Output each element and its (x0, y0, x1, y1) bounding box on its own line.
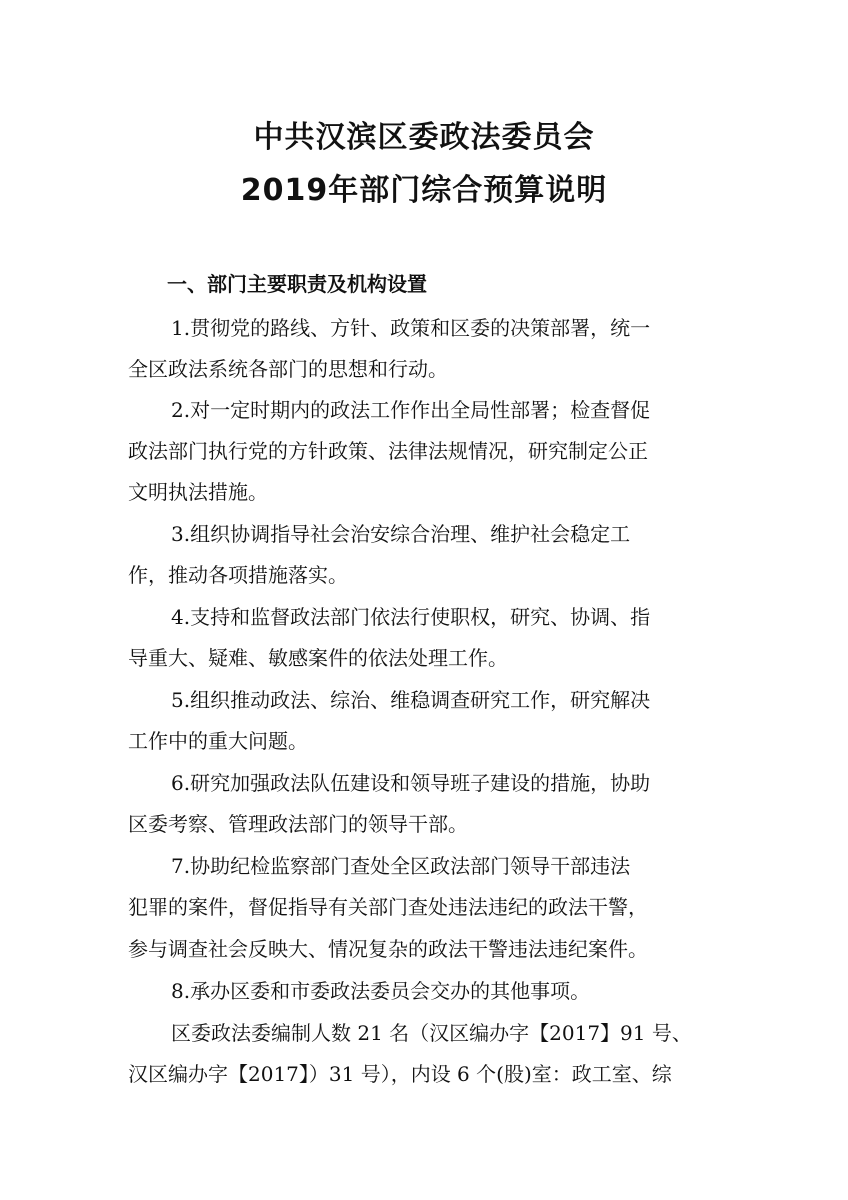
paragraph-line: 7.协助纪检监察部门查处全区政法部门领导干部违法 (171, 854, 631, 878)
paragraph-line: 2.对一定时期内的政法工作作出全局性部署；检查督促 (171, 398, 651, 422)
paragraph-line: 6.研究加强政法队伍建设和领导班子建设的措施，协助 (171, 771, 651, 795)
document-title: 中共汉滨区委政法委员会 (253, 120, 595, 155)
document-subtitle: 2019年部门综合预算说明 (240, 173, 608, 208)
paragraph-line: 犯罪的案件，督促指导有关部门查处违法违纪的政法干警， (128, 895, 648, 919)
paragraph-line: 区委政法委编制人数 21 名（汉区编办字【2017】91 号、 (171, 1021, 692, 1045)
paragraph-line: 4.支持和监督政法部门依法行使职权，研究、协调、指 (171, 605, 651, 629)
paragraph-line: 汉区编办字【2017】）31 号），内设 6 个(股)室：政工室、综 (128, 1062, 672, 1086)
paragraph-line: 工作中的重大问题。 (128, 729, 308, 753)
paragraph-line: 5.组织推动政法、综治、维稳调查研究工作，研究解决 (171, 688, 651, 712)
paragraph-line: 作，推动各项措施落实。 (128, 563, 348, 587)
paragraph-line: 文明执法措施。 (128, 480, 268, 504)
paragraph-line: 8.承办区委和市委政法委员会交办的其他事项。 (171, 979, 591, 1003)
paragraph-line: 1.贯彻党的路线、方针、政策和区委的决策部署，统一 (171, 316, 651, 340)
section-heading: 一、部门主要职责及机构设置 (167, 272, 427, 296)
paragraph-line: 区委考察、管理政法部门的领导干部。 (128, 812, 468, 836)
paragraph-line: 政法部门执行党的方针政策、法律法规情况，研究制定公正 (128, 439, 648, 463)
paragraph-line: 全区政法系统各部门的思想和行动。 (128, 357, 448, 381)
paragraph-line: 3.组织协调指导社会治安综合治理、维护社会稳定工 (171, 522, 631, 546)
paragraph-line: 参与调查社会反映大、情况复杂的政法干警违法违纪案件。 (128, 937, 648, 961)
paragraph-line: 导重大、疑难、敏感案件的依法处理工作。 (128, 646, 508, 670)
